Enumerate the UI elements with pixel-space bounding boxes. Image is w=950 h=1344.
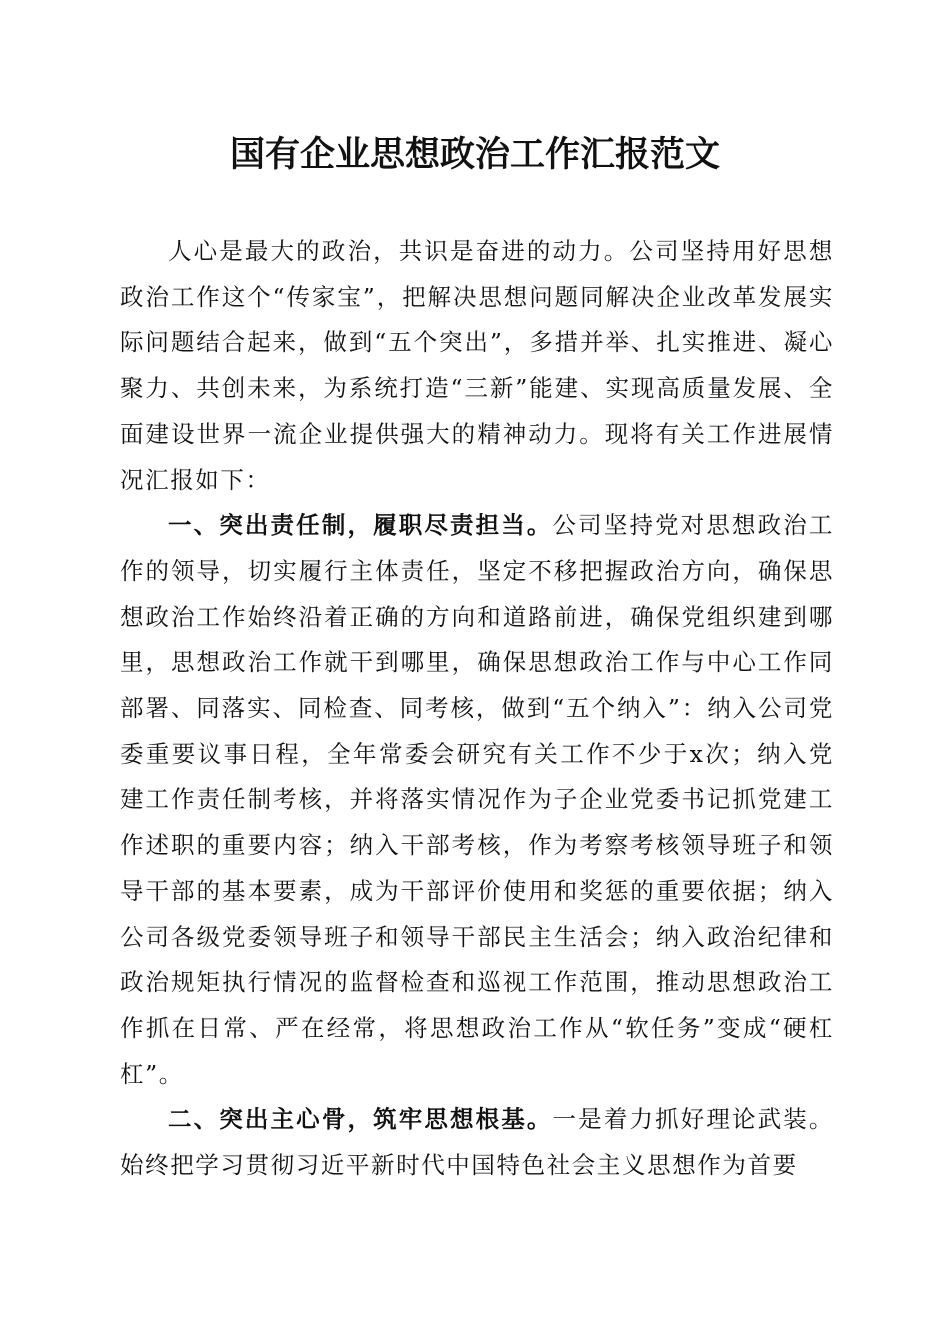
paragraph-text: 一是着力抓好理论武装。始终把学习贯彻习近平新时代中国特色社会主义思想作为首要 — [120, 1105, 835, 1180]
paragraph-text: 人心是最大的政治，共识是奋进的动力。公司坚持用好思想政治工作这个“传家宝”，把解决思想问题同解决企业改革发展实际问题结合起来，做到“五个突出”，多措并举、扎实推进、凝心聚力、共创未来，为系统打造“三新”能建、实现高质量发展、全面建设世界一流企业提供强大的精神动力。现将有关工作进展情况汇报如下： — [120, 237, 834, 494]
section-heading: 一、突出责任制，履职尽责担当。 — [168, 511, 553, 540]
section-heading: 二、突出主心骨，筑牢思想根基。 — [168, 1105, 553, 1134]
document-body — [120, 229, 834, 1189]
paragraph-text: 公司坚持党对思想政治工作的领导，切实履行主体责任，坚定不移把握政治方向，确保思想政治工作始终沿着正确的方向和道路前进，确保党组织建到哪里，思想政治工作就干到哪里，确保思想政治工作与中心工作同部署、同落实、同检查、同考核，做到“五个纳入”：纳入公司党委重要议事日程，全年常委会研究有关工作不少于x次；纳入党建工作责任制考核，并将落实情况作为子企业党委书记抓党建工作述职的重要内容；纳入干部考核，作为考察考核领导班子和领导干部的基本要素，成为干部评价使用和奖惩的重要依据；纳入公司各级党委领导班子和领导干部民主生活会；纳入政治纪律和政治规矩执行情况的监督检查和巡视工作范围，推动思想政治工作抓在日常、严在经常，将思想政治工作从“软任务”变成“硬杠杠”。 — [120, 511, 835, 1088]
paragraph-section-1 — [120, 503, 834, 1097]
paragraph-intro — [120, 229, 834, 503]
paragraph-section-2 — [120, 1097, 834, 1188]
document-title: 国有企业思想政治工作汇报范文 — [229, 134, 720, 175]
